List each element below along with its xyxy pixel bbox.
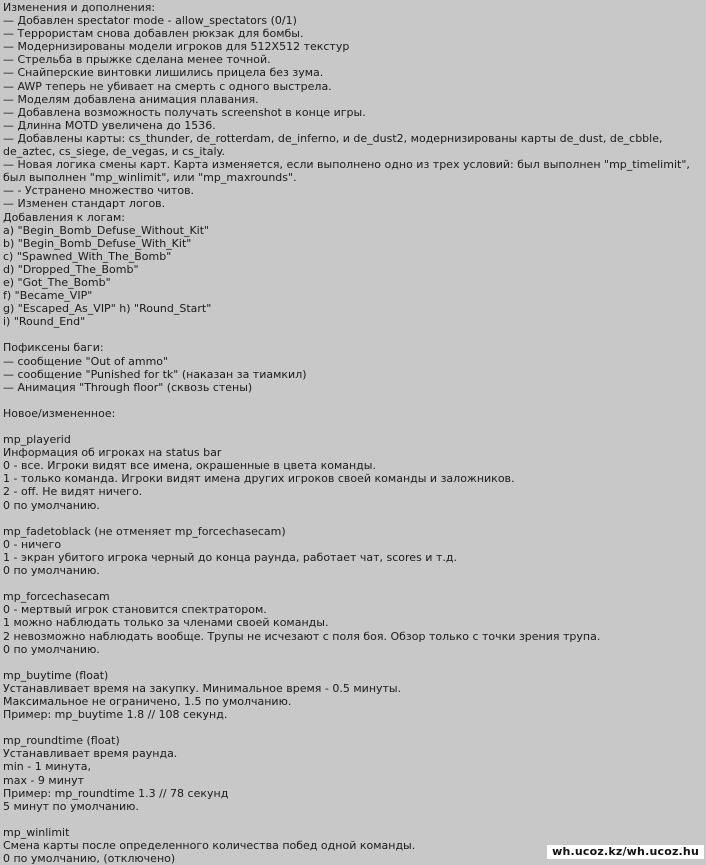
text-line: Пример: mp_roundtime 1.3 // 78 секунд bbox=[3, 786, 229, 800]
text-line: — - Устранено множество читов. bbox=[3, 184, 195, 198]
text-line: — сообщение "Punished for tk" (наказан за тиамкил) bbox=[3, 367, 307, 381]
document-body bbox=[3, 1, 703, 865]
text-line: 0 по умолчанию. bbox=[3, 642, 100, 656]
text-line: — Новая логика смены карт. Карта изменяется, если выполнено одно из трех условий: был выполнен "mp_timelimit", был выполнен "mp_winlimit", или "mp_maxrounds". bbox=[3, 158, 694, 185]
text-line: d) "Dropped_The_Bomb" bbox=[3, 262, 139, 276]
text-line: 0 - все. Игроки видят все имена, окрашенные в цвета команды. bbox=[3, 459, 376, 473]
blank-line bbox=[3, 721, 703, 734]
text-line: 0 по умолчанию. bbox=[3, 564, 100, 578]
text-line: Новое/измененное: bbox=[3, 406, 116, 420]
text-line: Добавления к логам: bbox=[3, 210, 126, 224]
text-line: Устанавливает время раунда. bbox=[3, 747, 178, 761]
text-line: — Изменен стандарт логов. bbox=[3, 197, 166, 211]
text-line: g) "Escaped_As_VIP" h) "Round_Start" bbox=[3, 302, 212, 316]
text-line: — Террористам снова добавлен рюкзак для бомбы. bbox=[3, 27, 304, 41]
text-line: a) "Begin_Bomb_Defuse_Without_Kit" bbox=[3, 223, 210, 237]
text-line: Изменения и дополнения: bbox=[3, 1, 156, 14]
text-line: — сообщение "Out of ammo" bbox=[3, 354, 169, 368]
blank-line bbox=[3, 813, 703, 826]
text-line: mp_fadetoblack (не отменяет mp_forcechasecam) bbox=[3, 524, 286, 538]
text-line: 5 минут по умолчанию. bbox=[3, 799, 139, 813]
text-line: — Добавлены карты: cs_thunder, de_rotterdam, de_inferno, и de_dust2, модернизированы карты de_dust, de_cbble, de_aztec, cs_siege, de_vegas, и cs_italy. bbox=[3, 131, 666, 159]
blank-line bbox=[3, 577, 703, 590]
text-line: 2 - off. Не видят ничего. bbox=[3, 485, 143, 499]
text-line: 1 можно наблюдать только за членами своей команды. bbox=[3, 616, 329, 630]
text-line: 0 по умолчанию. bbox=[3, 498, 100, 512]
blank-line bbox=[3, 656, 703, 669]
text-line: Устанавливает время на закупку. Минимальное время - 0.5 минуты. bbox=[3, 681, 402, 695]
text-line: 0 - мертвый игрок становится спектратором. bbox=[3, 603, 267, 617]
blank-line bbox=[3, 394, 703, 407]
text-line: 0 - ничего bbox=[3, 537, 62, 551]
watermark-label: wh.ucoz.kz/wh.ucoz.hu bbox=[547, 845, 704, 859]
text-line: mp_roundtime (float) bbox=[3, 734, 120, 748]
text-line: mp_winlimit bbox=[3, 825, 70, 839]
blank-line bbox=[3, 328, 703, 341]
text-line: — Стрельба в прыжке сделана менее точной. bbox=[3, 53, 271, 67]
text-line: — Модернизированы модели игроков для 512X512 текстур bbox=[3, 40, 350, 54]
text-line: — Снайперские винтовки лишились прицела без зума. bbox=[3, 66, 324, 80]
text-line: min - 1 минута, bbox=[3, 760, 91, 774]
text-line: Смена карты после определенного количества побед одной команды. bbox=[3, 839, 416, 852]
text-line: i) "Round_End" bbox=[3, 315, 86, 329]
text-line: Пофиксены баги: bbox=[3, 341, 104, 355]
text-line: mp_playerid bbox=[3, 433, 71, 447]
text-line: — Добавлен spectator mode - allow_spectators (0/1) bbox=[3, 14, 297, 28]
text-line: 2 невозможно наблюдать вообще. Трупы не исчезают с поля боя. Обзор только с точки зрения трупа. bbox=[3, 629, 601, 643]
text-line: c) "Spawned_With_The_Bomb" bbox=[3, 249, 172, 263]
blank-line bbox=[3, 512, 703, 525]
text-line: — Длинна MOTD увеличена до 1536. bbox=[3, 118, 216, 132]
text-line: Информация об игроках на status bar bbox=[3, 446, 222, 460]
text-line: 1 - только команда. Игроки видят имена других игроков своей команды и заложников. bbox=[3, 472, 515, 486]
text-line: — AWP теперь не убивает на смерть с одного выстрела. bbox=[3, 79, 332, 93]
text-line: — Добавлена возможность получать screenshot в конце игры. bbox=[3, 105, 366, 119]
text-line: mp_buytime (float) bbox=[3, 668, 109, 682]
text-line: e) "Got_The_Bomb" bbox=[3, 275, 111, 289]
text-line: 0 по умолчанию, (отключено) bbox=[3, 852, 176, 865]
text-line: b) "Begin_Bomb_Defuse_With_Kit" bbox=[3, 236, 192, 250]
text-line: 1 - экран убитого игрока черный до конца раунда, работает чат, scores и т.д. bbox=[3, 550, 457, 564]
text-line: mp_forcechasecam bbox=[3, 590, 110, 604]
text-line: max - 9 минут bbox=[3, 773, 84, 787]
text-line: Пример: mp_buytime 1.8 // 108 секунд. bbox=[3, 708, 228, 722]
text-line: f) "Became_VIP" bbox=[3, 289, 93, 303]
text-line: — Моделям добавлена анимация плавания. bbox=[3, 92, 259, 106]
text-line: — Анимация "Through floor" (сквозь стены) bbox=[3, 380, 253, 394]
text-line: Максимальное не ограничено, 1.5 по умолчанию. bbox=[3, 694, 292, 708]
blank-line bbox=[3, 420, 703, 433]
